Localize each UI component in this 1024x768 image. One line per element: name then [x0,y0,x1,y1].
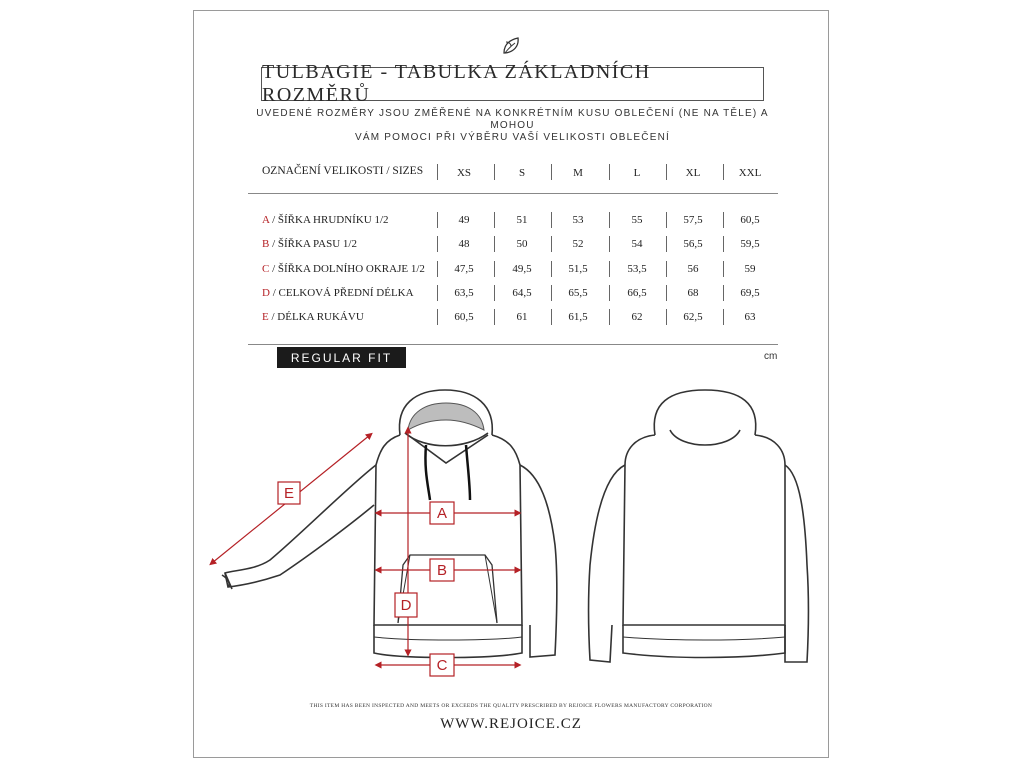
cell-divider [551,236,552,252]
header-column-divider [437,164,438,180]
cell-e-xs: 60,5 [454,311,474,323]
cell-divider [609,261,610,277]
size-header-label: OZNAČENÍ VELIKOSTI / SIZES [262,165,424,177]
cell-divider [723,285,724,301]
cell-divider [609,285,610,301]
cell-e-xxl: 63 [744,311,756,323]
cell-c-m: 51,5 [568,263,588,275]
cell-c-xs: 47,5 [454,263,474,275]
quality-statement: THIS ITEM HAS BEEN INSPECTED AND MEETS OR EXCEEDS THE QUALITY PRESCRIBED BY REJOICE FLOWERS MANUFACTORY CORPORATION [309,703,713,709]
size-header-m: M [573,167,583,179]
cell-divider [551,212,552,228]
cell-divider [723,212,724,228]
cell-divider [609,212,610,228]
cell-divider [437,212,438,228]
cell-divider [666,212,667,228]
cell-c-xxl: 59 [744,263,756,275]
cell-e-xl: 62,5 [683,311,703,323]
label-e: E [283,485,295,502]
cell-divider [437,261,438,277]
row-label-text: / ŠÍŘKA PASU 1/2 [269,238,357,250]
cell-divider [494,236,495,252]
website-link[interactable]: WWW.REJOICE.CZ [440,716,582,732]
header-divider [248,193,778,194]
cell-c-xl: 56 [687,263,699,275]
cell-divider [494,309,495,325]
header-column-divider [666,164,667,180]
cell-divider [551,285,552,301]
subtitle-line-2: VÁM POMOCI PŘI VÝBĚRU VAŠÍ VELIKOSTI OBLEČENÍ [355,132,670,143]
header-column-divider [551,164,552,180]
cell-c-l: 53,5 [627,263,647,275]
row-label-d [262,287,414,299]
cell-divider [609,236,610,252]
cell-divider [494,212,495,228]
cell-a-xxl: 60,5 [740,214,760,226]
cell-a-xs: 49 [458,214,470,226]
size-header-l: L [633,167,641,179]
row-label-text: / CELKOVÁ PŘEDNÍ DÉLKA [269,287,414,299]
cell-divider [551,309,552,325]
row-letter: A [262,214,270,226]
row-label-e [262,311,364,323]
cell-divider [494,285,495,301]
cell-d-xxl: 69,5 [740,287,760,299]
size-header-xl: XL [685,167,701,179]
label-a: A [436,505,448,522]
row-label-b [262,238,357,250]
cell-divider [437,309,438,325]
cell-d-m: 65,5 [568,287,588,299]
cell-divider [437,285,438,301]
cell-divider [723,309,724,325]
header-column-divider [494,164,495,180]
cell-e-m: 61,5 [568,311,588,323]
cell-divider [609,309,610,325]
measurement-guides [212,430,518,665]
cell-d-l: 66,5 [627,287,647,299]
cell-d-xl: 68 [687,287,699,299]
hoodie-diagram [200,375,820,685]
cell-a-m: 53 [572,214,584,226]
cell-d-s: 64,5 [512,287,532,299]
cell-b-xl: 56,5 [683,238,703,250]
cell-divider [551,261,552,277]
cell-e-s: 61 [516,311,528,323]
label-b: B [436,562,448,579]
hoodie-front [222,390,557,658]
label-d: D [400,597,412,614]
cell-b-l: 54 [631,238,643,250]
subtitle-line-1: UVEDENÉ ROZMĚRY JSOU ZMĚŘENÉ NA KONKRÉTNÍM KUSU OBLEČENÍ (NE NA TĚLE) A MOHOU [256,108,769,131]
header-column-divider [609,164,610,180]
cell-divider [437,236,438,252]
row-label-text: / ŠÍŘKA DOLNÍHO OKRAJE 1/2 [269,263,425,275]
cell-a-l: 55 [631,214,643,226]
row-letter: B [262,238,270,250]
fit-badge: REGULAR FIT [277,347,406,368]
row-letter: C [262,263,270,275]
size-header-xs: XS [456,167,472,179]
size-header-s: S [518,167,526,179]
cell-b-m: 52 [572,238,584,250]
cell-divider [723,236,724,252]
row-letter: E [262,311,269,323]
cell-divider [494,261,495,277]
cell-divider [666,309,667,325]
row-label-c [262,263,425,275]
row-label-text: / ŠÍŘKA HRUDNÍKU 1/2 [269,214,389,226]
cell-c-s: 49,5 [512,263,532,275]
subtitle [255,108,770,144]
cell-divider [666,285,667,301]
hoodie-back [589,390,809,662]
cell-divider [666,236,667,252]
row-label-a [262,214,389,226]
label-c: C [436,657,448,674]
cell-b-xxl: 59,5 [740,238,760,250]
leaf-icon [500,34,524,56]
header-column-divider [723,164,724,180]
cell-divider [723,261,724,277]
table-bottom-divider [248,344,778,345]
cell-b-xs: 48 [458,238,470,250]
unit-label: cm [764,351,778,362]
cell-e-l: 62 [631,311,643,323]
size-header-xxl: XXL [738,167,762,179]
cell-d-xs: 63,5 [454,287,474,299]
cell-a-xl: 57,5 [683,214,703,226]
row-letter: D [262,287,270,299]
cell-divider [666,261,667,277]
cell-b-s: 50 [516,238,528,250]
cell-a-s: 51 [516,214,528,226]
row-label-text: / DÉLKA RUKÁVU [268,311,364,323]
page-title: TULBAGIE - TABULKA ZÁKLADNÍCH ROZMĚRŮ [261,67,764,101]
